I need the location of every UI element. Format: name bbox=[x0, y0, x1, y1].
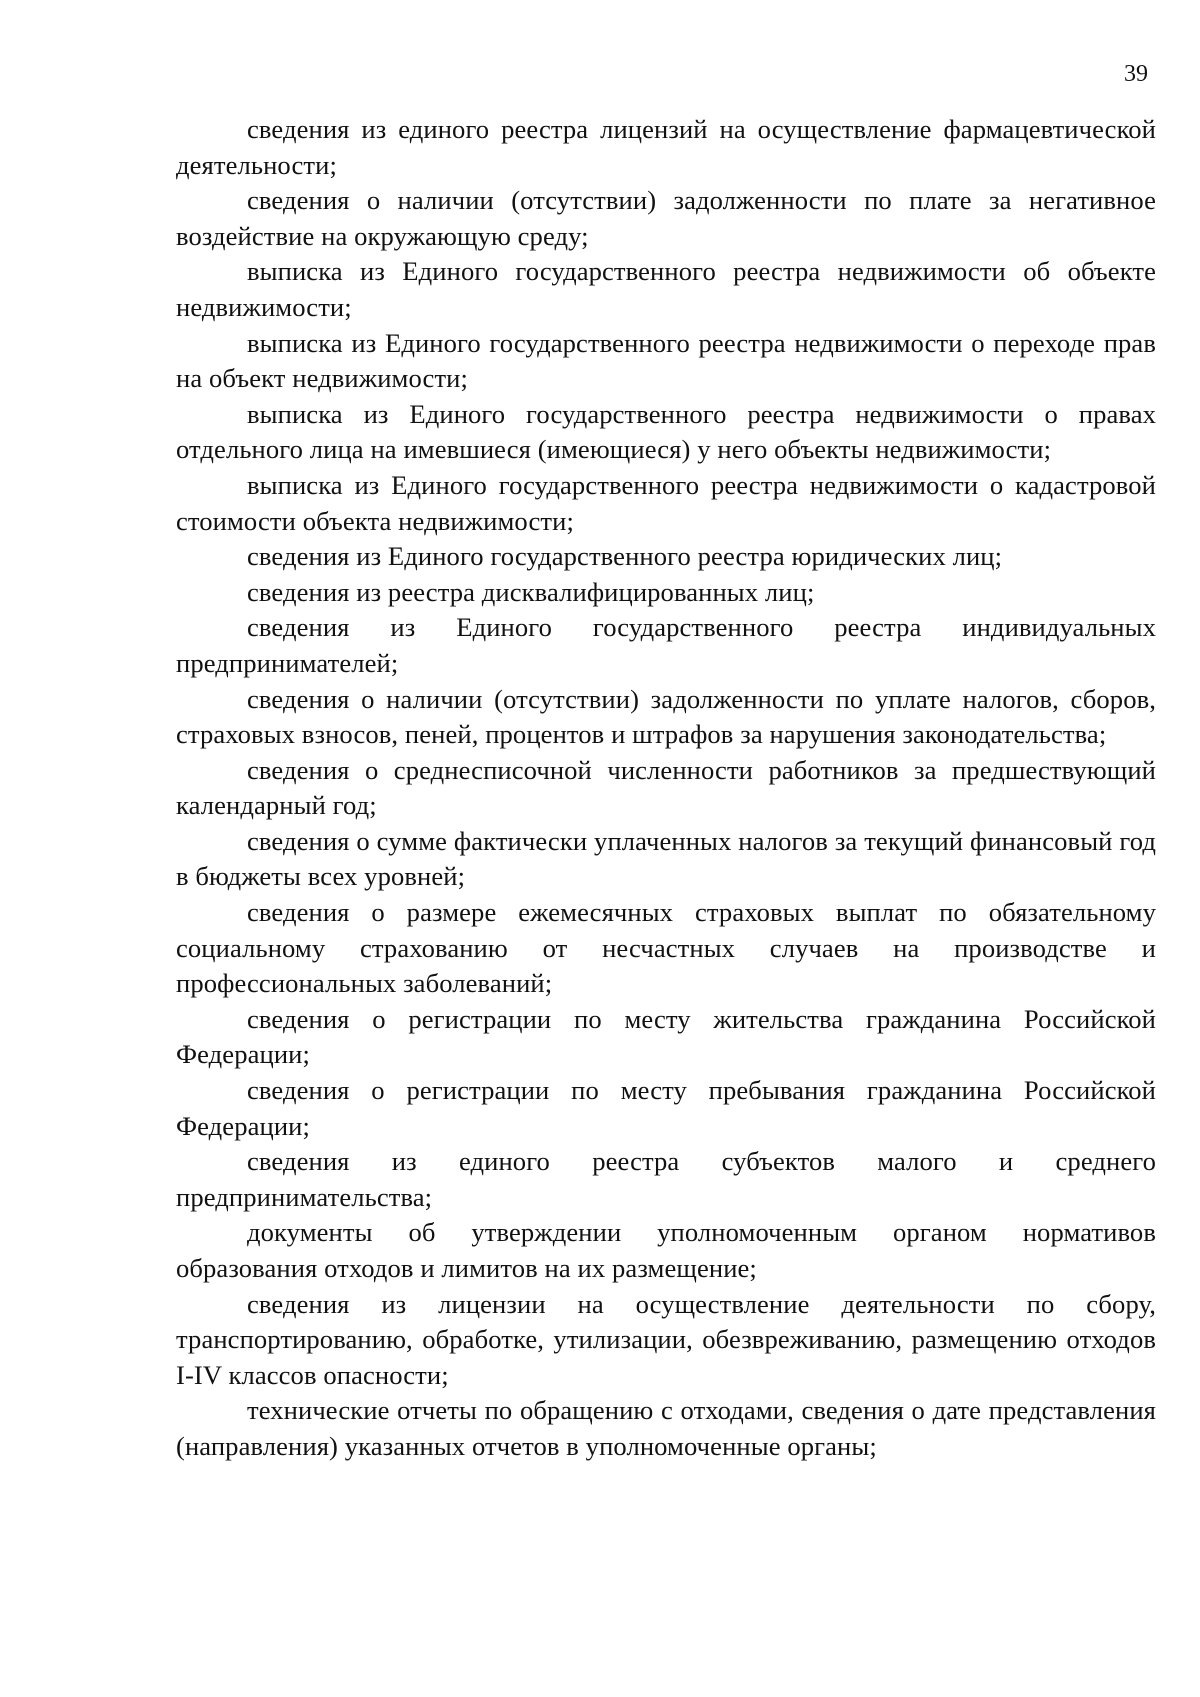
list-item: технические отчеты по обращению с отходами, сведения о дате представления (направления) указанных отчетов в уполномоченные органы; bbox=[176, 1395, 1156, 1461]
page-number: 39 bbox=[1124, 61, 1148, 87]
list-item: сведения о регистрации по месту жительства гражданина Российской Федерации; bbox=[176, 1003, 1156, 1070]
list-item: сведения о наличии (отсутствии) задолженности по уплате налогов, сборов, страховых взносов, пеней, процентов и штрафов за нарушения законодательства; bbox=[176, 683, 1156, 750]
list-item: документы об утверждении уполномоченным органом нормативов образования отходов и лимитов на их размещение; bbox=[176, 1217, 1156, 1283]
list-item: сведения из Единого государственного реестра юридических лиц; bbox=[247, 541, 1003, 572]
list-item: сведения из лицензии на осуществление деятельности по сбору, транспортированию, обработке, утилизации, обезвреживанию, размещению отходов I-IV классов опасности; bbox=[176, 1288, 1156, 1390]
list-item: выписка из Единого государственного реестра недвижимости о кадастровой стоимости объекта недвижимости; bbox=[176, 469, 1156, 536]
list-item: сведения из единого реестра субъектов малого и среднего предпринимательства; bbox=[176, 1146, 1156, 1212]
list-item: сведения из реестра дисквалифицированных лиц; bbox=[247, 576, 815, 607]
list-item: сведения о регистрации по месту пребывания гражданина Российской Федерации; bbox=[176, 1075, 1156, 1141]
document-body bbox=[176, 112, 1156, 1465]
list-item: сведения о наличии (отсутствии) задолженности по плате за негативное воздействие на окружающую среду; bbox=[176, 185, 1156, 251]
list-item: сведения о сумме фактически уплаченных налогов за текущий финансовый год в бюджеты всех уровней; bbox=[176, 825, 1156, 892]
list-item: сведения из Единого государственного реестра индивидуальных предпринимателей; bbox=[176, 612, 1156, 678]
list-item: выписка из Единого государственного реестра недвижимости о правах отдельного лица на имевшиеся (имеющиеся) у него объекты недвижимости; bbox=[176, 398, 1156, 465]
list-item: сведения о среднесписочной численности работников за предшествующий календарный год; bbox=[176, 754, 1156, 821]
list-item: выписка из Единого государственного реестра недвижимости об объекте недвижимости; bbox=[176, 256, 1156, 322]
list-item: сведения о размере ежемесячных страховых выплат по обязательному социальному страхованию от несчастных случаев на производстве и профессиональных заболеваний; bbox=[176, 897, 1156, 999]
list-item: сведения из единого реестра лицензий на осуществление фармацевтической деятельности; bbox=[176, 114, 1156, 180]
list-item: выписка из Единого государственного реестра недвижимости о переходе прав на объект недвижимости; bbox=[176, 327, 1156, 394]
